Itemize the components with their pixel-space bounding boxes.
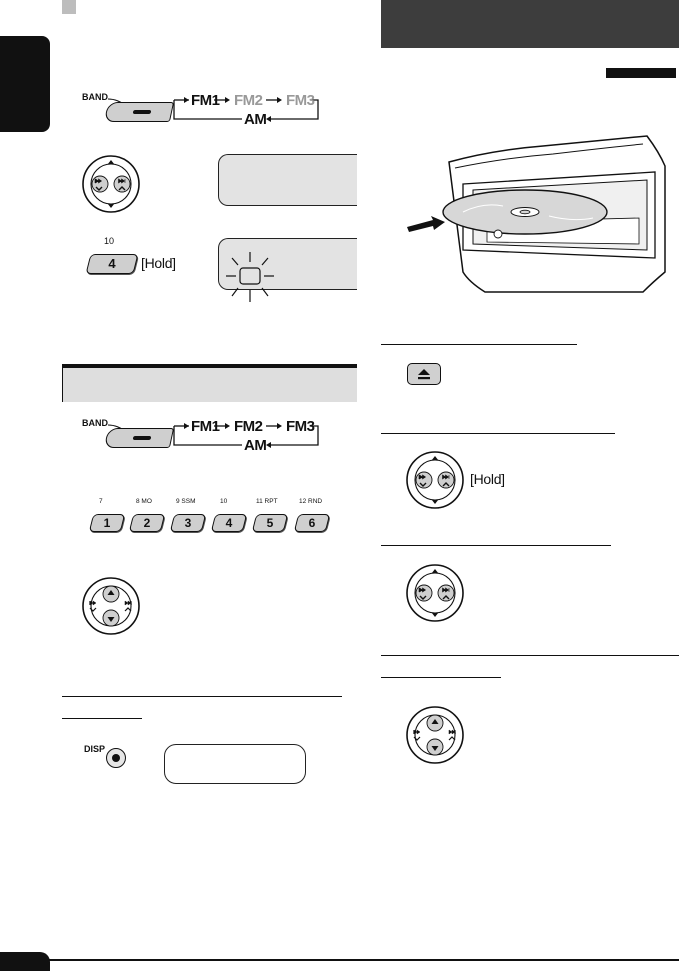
- preset-button-5[interactable]: [252, 514, 288, 532]
- footer-rule: [0, 959, 679, 961]
- section-marker: [62, 0, 76, 14]
- band-fm3-lower: FM3: [286, 418, 315, 435]
- preset-toplabel-5: 11 RPT: [256, 498, 278, 505]
- joystick-icon[interactable]: [81, 154, 141, 214]
- band-button-label: BAND: [82, 92, 108, 102]
- divider-right-4-short: [381, 677, 501, 678]
- header-bar: [606, 68, 676, 78]
- preset-toplabel-2: 8 MO: [136, 498, 152, 505]
- preset-button-4[interactable]: [86, 254, 139, 274]
- flashing-indicator-icon: [222, 250, 278, 306]
- section-header-dark: [381, 0, 679, 48]
- preset-button-3-label: 3: [184, 516, 192, 530]
- display-readout-box: [164, 744, 306, 784]
- preset-button-1[interactable]: [89, 514, 125, 532]
- preset-button-6[interactable]: [294, 514, 330, 532]
- side-tab: [0, 36, 50, 132]
- eject-icon: [408, 364, 440, 384]
- band-button-lower[interactable]: [104, 428, 174, 448]
- preset-toplabel-6: 12 RND: [299, 498, 323, 505]
- band-fm1-lower: FM1: [191, 418, 220, 435]
- divider-right-1: [381, 344, 577, 345]
- preset-toplabel-3: 9 SSM: [176, 498, 196, 505]
- band-button[interactable]: [104, 102, 174, 122]
- preset-button-2[interactable]: [129, 514, 165, 532]
- divider-right-3: [381, 545, 611, 546]
- eject-button[interactable]: [407, 363, 441, 385]
- band-fm1: FM1: [191, 92, 220, 109]
- preset-button-4b-label: 4: [225, 516, 233, 530]
- band-sequence: [172, 92, 322, 128]
- disp-button[interactable]: [106, 748, 126, 768]
- joystick-track-icon[interactable]: [405, 563, 465, 623]
- disc-insert-illustration: [403, 132, 679, 300]
- preset-button-2-label: 2: [143, 516, 151, 530]
- preset-toplabel-1: 7: [99, 498, 103, 505]
- divider-right-2: [381, 433, 615, 434]
- band-sequence-lower: [172, 418, 322, 454]
- lcd-display: [218, 154, 357, 206]
- preset-toplabel-4: 10: [220, 498, 228, 505]
- preset-button-4b[interactable]: [211, 514, 247, 532]
- preset-button-1-label: 1: [103, 516, 111, 530]
- joystick-skip-icon[interactable]: [405, 450, 465, 510]
- preset-button-6-label: 6: [308, 516, 316, 530]
- band-am-lower: AM: [244, 437, 267, 454]
- divider-left: [62, 696, 342, 697]
- band-fm2: FM2: [234, 92, 263, 109]
- section-header-gray: [62, 364, 357, 402]
- joystick-updown-icon[interactable]: [81, 576, 141, 636]
- preset-store-number: 10: [104, 236, 115, 246]
- page-number-tab: [0, 952, 50, 971]
- band-fm3: FM3: [286, 92, 315, 109]
- hold-label: [Hold]: [141, 255, 176, 271]
- preset-button-5-label: 5: [266, 516, 274, 530]
- band-button-label-lower: BAND: [82, 418, 108, 428]
- band-fm2-lower: FM2: [234, 418, 263, 435]
- divider-right-4: [381, 655, 679, 656]
- preset-button-3[interactable]: [170, 514, 206, 532]
- joystick-folder-icon[interactable]: [405, 705, 465, 765]
- divider-left-short: [62, 718, 142, 719]
- disp-button-label: DISP: [84, 744, 106, 754]
- skip-hold-label: [Hold]: [470, 471, 505, 487]
- band-am: AM: [244, 111, 267, 128]
- preset-button-4-label: 4: [108, 256, 116, 271]
